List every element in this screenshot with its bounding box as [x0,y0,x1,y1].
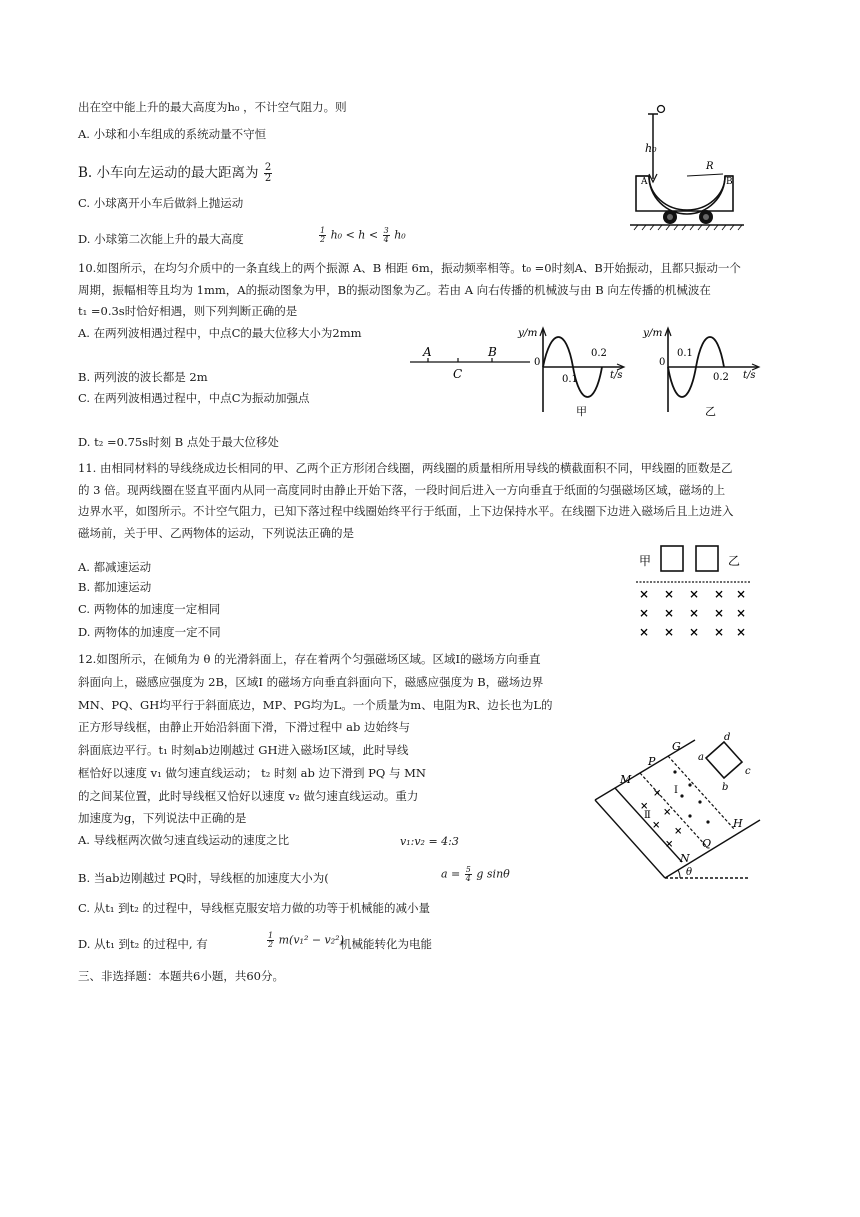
q12-label-h: H [733,817,743,830]
q12-option-b-math: a = $\frac{5}{4}$ g sinθ [441,865,510,883]
q12-option-d: D. 从t₁ 到t₂ 的过程中, 有 [78,937,208,951]
q10-jia-tick-1: 0.1 [562,374,578,385]
q10-graph-jia [518,322,628,422]
q11-label-yi: 乙 [728,554,741,568]
q12-line-5: 斜面底边平行。t₁ 时刻ab边刚越过 GH进入磁场Ⅰ区域，此时导线 [78,743,409,757]
q12-label-a: a [698,752,704,763]
q11-option-b: B. 都加速运动 [78,580,152,594]
q10-line-1: 10.如图所示，在均匀介质中的一条直线上的两个振源 A、B 相距 6m，振动频率相等。t₀ =0时刻A、B开始振动，且都只振动一个 [78,261,741,275]
q11-label-jia: 甲 [639,554,652,568]
q12-label-p: P [648,755,656,768]
q12-label-m: M [620,773,632,786]
q12-label-region-2: Ⅱ [644,810,651,821]
q12-label-c: c [745,766,751,777]
q10-option-c: C. 在两列波相遇过程中，中点C为振动加强点 [78,391,310,405]
q12-option-d-post: 机械能转化为电能 [340,937,432,951]
q11-line-3: 边界水平，如图所示。不计空气阻力，已知下落过程中线圈始终平行于纸面，上下边保持水平。在线圈下边进入磁场后且上边进入 [78,504,734,518]
q12-line-3: MN、PQ、GH均平行于斜面底边，MP、PG均为L。一个质量为m、电阻为R、边长也为L的 [78,698,553,712]
q10-option-d: D. t₂ =0.75s时刻 B 点处于最大位移处 [78,435,279,449]
svg-text:×: × [639,625,650,639]
svg-text:×: × [664,587,675,601]
svg-text:×: × [663,807,672,818]
q9-option-c: C. 小球离开小车后做斜上抛运动 [78,196,244,210]
q11-coils-figure [636,540,761,645]
q9-label-h0: h₀ [645,142,657,155]
q12-label-b: b [722,782,729,793]
q12-label-region-1: Ⅰ [674,785,678,796]
section-3-heading: 三、非选择题：本题共6小题，共60分。 [78,969,284,983]
q10-label-a: A [423,345,432,359]
q9-cart-figure [628,104,748,234]
svg-text:×: × [674,826,683,837]
q9-intro: 出在空中能上升的最大高度为h₀ ，不计空气阻力。则 [78,100,347,114]
q10-line-2: 周期，振幅相等且均为 1mm，A的振动图象为甲，B的振动图象为乙。若由 A 向右传播的机械波与由 B 向左传播的机械波在 [78,283,711,297]
q11-line-1: 11. 由相同材料的导线绕成边长相同的甲、乙两个正方形闭合线圈，两线圈的质量相所用导线的横截面积不同，甲线圈的匝数是乙 [78,461,733,475]
q9-option-b-text: B. 小车向左运动的最大距离为 [78,165,259,181]
svg-text:×: × [714,625,725,639]
q10-yi-ylabel: y/m [643,327,663,339]
q12-option-c: C. 从t₁ 到t₂ 的过程中，导线框克服安培力做的功等于机械能的减小量 [78,901,430,915]
q9-label-b: B [726,177,733,187]
q11-line-2: 的 3 倍。现两线圈在竖直平面内从同一高度同时由静止开始下落，一段时间后进入一方向垂直于纸面的匀强磁场区域，磁场的上 [78,483,726,497]
q12-line-6: 框恰好以速度 v₁ 做匀速直线运动； t₂ 时刻 ab 边下滑到 PQ 与 MN [78,766,426,780]
q12-line-7: 的之间某位置，此时导线框又恰好以速度 v₂ 做匀速直线运动。重力 [78,789,419,803]
q12-option-a-math: v₁:v₂ = 4:3 [400,835,459,848]
q9-option-d: D. 小球第二次能上升的最大高度 [78,232,244,246]
q10-line-figure [410,340,535,385]
q9-option-d-math: $\frac{1}{2}$ h₀ < h < $\frac{3}{4}$ h₀ [320,226,406,244]
q10-jia-caption: 甲 [576,405,587,418]
q12-label-q: Q [702,837,712,850]
q12-label-theta: θ [686,867,693,878]
q10-jia-tick-2: 0.2 [591,348,607,359]
q9-option-b [78,163,273,184]
svg-text:×: × [640,801,649,812]
q12-incline-figure [590,730,770,890]
q11-line-4: 磁场前，关于甲、乙两物体的运动，下列说法正确的是 [78,526,354,540]
q9-label-a: A [641,177,648,187]
q10-jia-ylabel: y/m [518,327,538,339]
q9-option-a: A. 小球和小车组成的系统动量不守恒 [78,127,267,141]
q10-yi-origin: 0 [659,357,666,368]
q12-option-a: A. 导线框两次做匀速直线运动的速度之比 [78,833,290,847]
q12-label-d: d [724,732,731,743]
q10-jia-origin: 0 [534,357,541,368]
svg-text:×: × [639,606,650,620]
q12-label-n: N [680,852,690,865]
svg-text:×: × [736,587,747,601]
q10-yi-xlabel: t/s [743,370,756,381]
q11-option-d: D. 两物体的加速度一定不同 [78,625,221,639]
svg-text:×: × [652,820,661,831]
svg-text:×: × [653,788,662,799]
svg-text:×: × [639,587,650,601]
q10-jia-xlabel: t/s [610,370,623,381]
svg-text:×: × [714,606,725,620]
svg-text:×: × [689,606,700,620]
q11-option-c: C. 两物体的加速度一定相同 [78,602,221,616]
q12-line-2: 斜面向上，磁感应强度为 2B，区域Ⅰ 的磁场方向垂直斜面向下，磁感应强度为 B，磁场边界 [78,675,544,689]
q11-field-crosses [639,587,746,639]
q12-label-g: G [672,740,681,753]
q11-option-a: A. 都减速运动 [78,560,152,574]
q10-label-b: B [488,345,497,359]
q12-option-b: B. 当ab边刚越过 PQ时，导线框的加速度大小为( [78,871,329,885]
q12-line-4: 正方形导线框，由静止开始沿斜面下滑，下滑过程中 ab 边始终与 [78,720,411,734]
svg-text:×: × [664,625,675,639]
svg-text:×: × [689,625,700,639]
q12-line-1: 12.如图所示，在倾角为 θ 的光滑斜面上，存在着两个匀强磁场区域。区域Ⅰ的磁场方向垂直 [78,652,541,666]
q10-yi-tick-2: 0.2 [713,372,729,383]
q10-yi-caption: 乙 [705,405,716,418]
q10-graph-yi [643,322,768,422]
svg-text:×: × [714,587,725,601]
q12-line-8: 加速度为g，下列说法中正确的是 [78,811,247,825]
svg-text:×: × [736,625,747,639]
svg-text:×: × [689,587,700,601]
q10-option-b: B. 两列波的波长都是 2m [78,370,208,384]
q10-yi-tick-1: 0.1 [677,348,693,359]
q9-label-r: R [706,161,714,172]
svg-text:×: × [736,606,747,620]
q10-line-3: t₁ =0.3s时恰好相遇，则下列判断正确的是 [78,304,298,318]
q10-option-a: A. 在两列波相遇过程中，中点C的最大位移大小为2mm [78,326,362,340]
q12-option-d-math: $\frac{1}{2}$ m(v₁² − v₂²) [268,931,344,949]
q9-option-b-fraction: $\frac{2}{2}$ [264,162,272,184]
q10-label-c: C [453,367,463,381]
svg-text:×: × [664,606,675,620]
svg-text:×: × [665,839,674,850]
